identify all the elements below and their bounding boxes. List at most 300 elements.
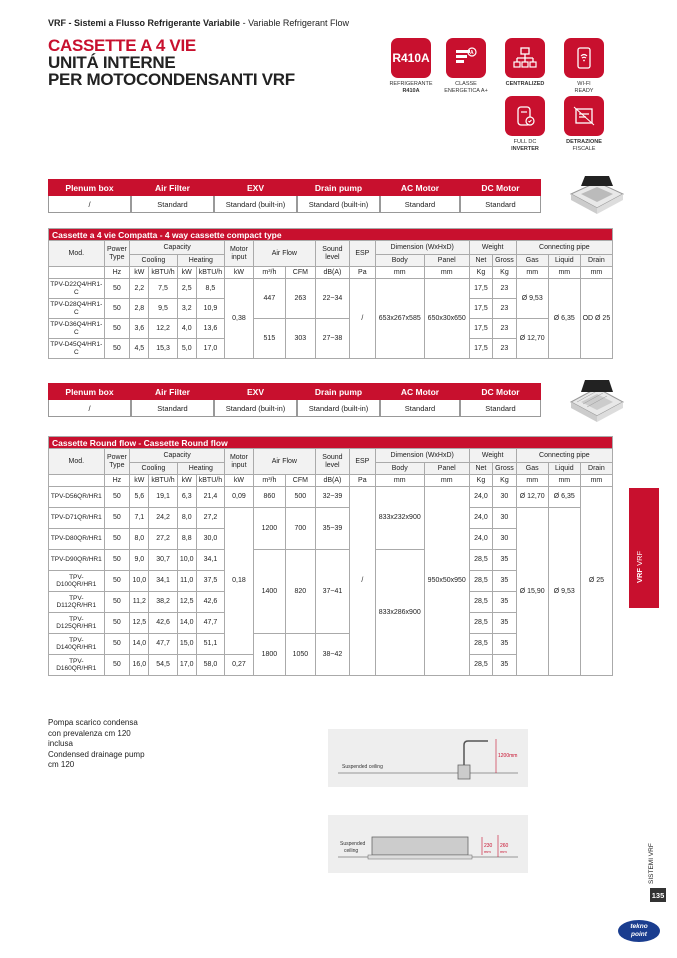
- spec-bar-1-values: [48, 196, 541, 213]
- unit-cell: Kg: [469, 475, 493, 487]
- cell: Ø 9,53: [516, 279, 548, 319]
- cell: 58,0: [196, 655, 224, 676]
- cell: 2,2: [130, 279, 149, 299]
- ceiling-diagram: [328, 815, 528, 873]
- table-title: Cassette a 4 vie Compatta - 4 way cassette compact type: [49, 229, 613, 241]
- cell: 30,7: [149, 550, 177, 571]
- cell: Ø 6,35: [548, 279, 580, 359]
- model-cell: TPV-D28Q4/HR1-C: [49, 299, 105, 319]
- cell: 23: [493, 299, 517, 319]
- spec-value: /: [48, 196, 131, 213]
- unit-cell: kBTU/h: [196, 267, 224, 279]
- col-header: Net: [469, 463, 493, 475]
- compact-cassette-table: [48, 228, 613, 359]
- model-cell: TPV-D56QR/HR1: [49, 487, 105, 508]
- page-subtitle-2: PER MOTOCONDENSANTI VRF: [48, 70, 295, 89]
- cell: 10,0: [130, 571, 149, 592]
- centralized-icon: [505, 38, 545, 78]
- spec-value: Standard (built-in): [297, 400, 380, 417]
- unit-cell: mm: [580, 475, 612, 487]
- cell: 1050: [285, 634, 315, 676]
- diagram-dimension: 260: [500, 843, 509, 849]
- spec-header: Air Filter: [131, 179, 214, 196]
- col-header: Capacity: [130, 449, 225, 463]
- col-header: Cooling: [130, 463, 177, 475]
- pump-note-line: cm 120: [48, 760, 75, 769]
- cell: 19,1: [149, 487, 177, 508]
- cell: 42,6: [149, 613, 177, 634]
- unit-cell: mm: [375, 267, 424, 279]
- cell: 0,18: [225, 508, 254, 655]
- col-header: Power Type: [104, 449, 130, 475]
- spec-bar-1-header: [48, 179, 541, 196]
- col-header: Liquid: [548, 463, 580, 475]
- cell: 35: [493, 571, 517, 592]
- col-header: Gross: [493, 463, 517, 475]
- side-tab-vrf: [629, 488, 659, 608]
- model-cell: TPV-D45Q4/HR1-C: [49, 339, 105, 359]
- unit-cell: kW: [130, 475, 149, 487]
- cell: 50: [104, 487, 130, 508]
- cell: 13,6: [196, 319, 224, 339]
- col-header: Dimension (WxHxD): [375, 241, 469, 255]
- cell: OD Ø 25: [580, 279, 612, 359]
- diagram-dimension-unit: mm: [484, 849, 491, 854]
- cell: 8,0: [177, 508, 196, 529]
- cell: 28,5: [469, 655, 493, 676]
- unit-cell: mm: [516, 475, 548, 487]
- model-cell: TPV-D80QR/HR1: [49, 529, 105, 550]
- table-row: [49, 319, 613, 339]
- col-header: Weight: [469, 241, 516, 255]
- svg-text:A: A: [470, 50, 474, 56]
- cell: 14,0: [130, 634, 149, 655]
- cell: Ø 6,35: [548, 487, 580, 508]
- cell: 35: [493, 655, 517, 676]
- cell: 447: [253, 279, 285, 319]
- col-header: Capacity: [130, 241, 225, 255]
- col-header: Mod.: [49, 449, 105, 475]
- inverter-icon: [505, 96, 545, 136]
- cell: 50: [104, 299, 130, 319]
- spec-value: Standard: [460, 196, 541, 213]
- unit-cell: Pa: [350, 267, 376, 279]
- cell: 8,5: [196, 279, 224, 299]
- cell: 35: [493, 592, 517, 613]
- cassette-compact-image: [567, 172, 625, 222]
- unit-cell: mm: [424, 267, 469, 279]
- unit-cell: Hz: [104, 475, 130, 487]
- model-cell: TPV-D140QR/HR1: [49, 634, 105, 655]
- diagram-dimension: 1200mm: [498, 753, 518, 759]
- cell: 35: [493, 634, 517, 655]
- cell: 8,8: [177, 529, 196, 550]
- cell: 23: [493, 319, 517, 339]
- wifi-icon: [564, 38, 604, 78]
- spec-value: Standard: [131, 400, 214, 417]
- spec-value: Standard (built-in): [214, 196, 297, 213]
- unit-cell: kW: [130, 267, 149, 279]
- cell: 21,4: [196, 487, 224, 508]
- model-cell: TPV-D90QR/HR1: [49, 550, 105, 571]
- spec-value: Standard (built-in): [297, 196, 380, 213]
- cell: 303: [285, 319, 315, 359]
- cell: 5,6: [130, 487, 149, 508]
- cell: 30: [493, 487, 517, 508]
- unit-cell: mm: [375, 475, 424, 487]
- feature-label: ENERGETICA A+: [444, 87, 488, 94]
- cell: 1200: [253, 508, 285, 550]
- spec-header: AC Motor: [380, 179, 460, 196]
- unit-cell: Kg: [469, 267, 493, 279]
- cell: 28,5: [469, 550, 493, 571]
- cell: 8,0: [130, 529, 149, 550]
- diagram-label: Suspended ceiling: [342, 764, 383, 770]
- units-row: [49, 475, 613, 487]
- feature-label-bold: CENTRALIZED: [505, 81, 545, 87]
- unit-cell: dB(A): [315, 267, 349, 279]
- cell: 28,5: [469, 571, 493, 592]
- feature-r410a: [385, 38, 437, 94]
- feature-label: FULL DC: [513, 139, 537, 145]
- cell: 700: [285, 508, 315, 550]
- unit-cell: kBTU/h: [149, 475, 177, 487]
- col-header: Air Flow: [253, 241, 315, 267]
- col-header: Drain: [580, 463, 612, 475]
- model-cell: TPV-D112QR/HR1: [49, 592, 105, 613]
- cell: /: [350, 487, 376, 676]
- cell: 22~34: [315, 279, 349, 319]
- spec-value: Standard (built-in): [214, 400, 297, 417]
- unit-cell: kW: [177, 475, 196, 487]
- cell: 653x267x585: [375, 279, 424, 359]
- cell: 7,5: [149, 279, 177, 299]
- spec-header: EXV: [214, 383, 297, 400]
- pump-note-line: Condensed drainage pump: [48, 749, 145, 759]
- logo-text: tekno: [630, 923, 648, 930]
- drain-height-diagram: [328, 729, 528, 787]
- feature-tax: [558, 96, 610, 152]
- brand-logo: [618, 920, 660, 942]
- cell: 17,5: [469, 299, 493, 319]
- cell: 11,2: [130, 592, 149, 613]
- cell: 2,8: [130, 299, 149, 319]
- table-row: [49, 279, 613, 299]
- cell: Ø 25: [580, 487, 612, 676]
- side-tab-sub: VRF: [635, 550, 644, 566]
- cell: 515: [253, 319, 285, 359]
- cell: 3,2: [177, 299, 196, 319]
- round-flow-table: [48, 436, 613, 676]
- cell: 950x50x950: [424, 487, 469, 676]
- cell: 0,09: [225, 487, 254, 508]
- cell: 47,7: [149, 634, 177, 655]
- cell: 11,0: [177, 571, 196, 592]
- col-header: Gross: [493, 255, 517, 267]
- page-number: 135: [650, 888, 666, 902]
- col-header: Drain: [580, 255, 612, 267]
- cell: 34,1: [196, 550, 224, 571]
- tax-icon: [564, 96, 604, 136]
- cell: 15,3: [149, 339, 177, 359]
- spec-header: Drain pump: [297, 383, 380, 400]
- cell: 27~38: [315, 319, 349, 359]
- model-cell: TPV-D125QR/HR1: [49, 613, 105, 634]
- unit-cell: kBTU/h: [196, 475, 224, 487]
- col-header: Weight: [469, 449, 516, 463]
- spec-value: Standard: [380, 400, 460, 417]
- unit-cell: mm: [548, 267, 580, 279]
- spec-header: DC Motor: [460, 179, 541, 196]
- spec-header: Drain pump: [297, 179, 380, 196]
- col-header: Heating: [177, 463, 224, 475]
- col-header: Power Type: [104, 241, 130, 267]
- feature-energy-class: [440, 38, 492, 94]
- cell: 10,9: [196, 299, 224, 319]
- unit-cell: Hz: [104, 267, 130, 279]
- col-header: Motor input: [225, 449, 254, 475]
- diagram-dimension: 230: [484, 843, 493, 849]
- feature-label: FISCALE: [572, 145, 596, 152]
- cell: 12,5: [177, 592, 196, 613]
- cell: 50: [104, 655, 130, 676]
- cell: 0,27: [225, 655, 254, 676]
- feature-label: WI-FI: [577, 81, 591, 87]
- unit-cell: CFM: [285, 475, 315, 487]
- model-cell: TPV-D160QR/HR1: [49, 655, 105, 676]
- unit-cell: m³/h: [253, 267, 285, 279]
- cell: 34,1: [149, 571, 177, 592]
- cell: 50: [104, 613, 130, 634]
- feature-label: REFRIGERANTE: [389, 81, 433, 87]
- cell: 1800: [253, 634, 285, 676]
- unit-cell: CFM: [285, 267, 315, 279]
- cell: 0,38: [225, 279, 254, 359]
- cell: /: [350, 279, 376, 359]
- feature-label-bold: INVERTER: [511, 145, 539, 152]
- spec-header: Plenum box: [48, 179, 131, 196]
- cell: 14,0: [177, 613, 196, 634]
- cell: 50: [104, 529, 130, 550]
- cell: 28,5: [469, 592, 493, 613]
- cell: Ø 12,70: [516, 487, 548, 508]
- col-header: Body: [375, 255, 424, 267]
- cell: 27,2: [149, 529, 177, 550]
- header-text: - Sistemi a Flusso Refrigerante Variabile: [66, 18, 241, 28]
- unit-cell: kW: [177, 267, 196, 279]
- cell: 30: [493, 529, 517, 550]
- cell: 50: [104, 550, 130, 571]
- page-title: CASSETTE A 4 VIE: [48, 36, 196, 55]
- cell: 1400: [253, 550, 285, 634]
- r410a-icon: R410A: [391, 38, 431, 78]
- energy-class-icon: [446, 38, 486, 78]
- col-header: Motor input: [225, 241, 254, 267]
- cell: 7,1: [130, 508, 149, 529]
- cell: 28,5: [469, 613, 493, 634]
- cell: 833x232x900: [375, 487, 424, 550]
- cell: Ø 9,53: [548, 508, 580, 676]
- col-header: Heating: [177, 255, 224, 267]
- cell: 24,2: [149, 508, 177, 529]
- cell: 10,0: [177, 550, 196, 571]
- header-brand: VRF: [48, 18, 66, 28]
- cell: 650x30x650: [424, 279, 469, 359]
- col-header: ESP: [350, 241, 376, 267]
- cell: 23: [493, 279, 517, 299]
- model-cell: TPV-D22Q4/HR1-C: [49, 279, 105, 299]
- cell: 12,5: [130, 613, 149, 634]
- cell: 54,5: [149, 655, 177, 676]
- cell: 50: [104, 339, 130, 359]
- unit-cell: kBTU/h: [149, 267, 177, 279]
- unit-cell: mm: [516, 267, 548, 279]
- spec-bar-2-values: [48, 400, 541, 417]
- cell: 50: [104, 319, 130, 339]
- unit-cell: Kg: [493, 475, 517, 487]
- cell: 24,0: [469, 529, 493, 550]
- cell: 24,0: [469, 508, 493, 529]
- spec-header: DC Motor: [460, 383, 541, 400]
- cell: 17,0: [196, 339, 224, 359]
- unit-cell: Pa: [350, 475, 376, 487]
- cell: 4,0: [177, 319, 196, 339]
- spec-value: Standard: [380, 196, 460, 213]
- cell: 5,0: [177, 339, 196, 359]
- cell: 42,6: [196, 592, 224, 613]
- logo-text: point: [631, 931, 647, 938]
- table-row: [49, 487, 613, 508]
- pump-note-line: con prevalenza cm 120: [48, 728, 131, 738]
- spec-header: EXV: [214, 179, 297, 196]
- col-header: Body: [375, 463, 424, 475]
- cell: 30,0: [196, 529, 224, 550]
- col-header: Sound level: [315, 449, 349, 475]
- pump-note: [48, 718, 145, 771]
- pump-note-line: inclusa: [48, 739, 73, 748]
- cell: Ø 12,70: [516, 319, 548, 359]
- cell: 35: [493, 613, 517, 634]
- cell: 263: [285, 279, 315, 319]
- cell: 37,5: [196, 571, 224, 592]
- model-cell: TPV-D71QR/HR1: [49, 508, 105, 529]
- cell: 16,0: [130, 655, 149, 676]
- table-title: Cassette Round flow - Cassette Round flow: [49, 437, 613, 449]
- cell: 833x286x900: [375, 550, 424, 676]
- cell: 38~42: [315, 634, 349, 676]
- cell: 51,1: [196, 634, 224, 655]
- spec-bar-2-header: [48, 383, 541, 400]
- cell: 50: [104, 279, 130, 299]
- col-header: Connecting pipe: [516, 241, 612, 255]
- cell: 9,0: [130, 550, 149, 571]
- col-header: Cooling: [130, 255, 177, 267]
- col-header: Panel: [424, 255, 469, 267]
- cell: 47,7: [196, 613, 224, 634]
- col-header: Liquid: [548, 255, 580, 267]
- col-header: Sound level: [315, 241, 349, 267]
- table-row: [49, 508, 613, 529]
- feature-wifi: [558, 38, 610, 94]
- cell: 35~39: [315, 508, 349, 550]
- feature-inverter: [499, 96, 551, 152]
- cell: 27,2: [196, 508, 224, 529]
- cell: 860: [253, 487, 285, 508]
- page-subtitle-1: UNITÁ INTERNE: [48, 53, 176, 72]
- col-header: Air Flow: [253, 449, 315, 475]
- cell: 23: [493, 339, 517, 359]
- cell: 24,0: [469, 487, 493, 508]
- cell: 17,5: [469, 339, 493, 359]
- cell: 50: [104, 508, 130, 529]
- cell: 35: [493, 550, 517, 571]
- spec-value: Standard: [131, 196, 214, 213]
- feature-label-bold: R410A: [402, 87, 420, 94]
- col-header: Panel: [424, 463, 469, 475]
- cell: 2,5: [177, 279, 196, 299]
- cell: 12,2: [149, 319, 177, 339]
- cell: 3,6: [130, 319, 149, 339]
- feature-label-bold: DETRAZIONE: [566, 139, 602, 145]
- pump-note-line: Pompa scarico condensa: [48, 718, 138, 727]
- unit-cell: mm: [424, 475, 469, 487]
- cell: 50: [104, 634, 130, 655]
- cell: 30: [493, 508, 517, 529]
- cell: 17,0: [177, 655, 196, 676]
- cell: 6,3: [177, 487, 196, 508]
- col-header: Connecting pipe: [516, 449, 612, 463]
- col-header: Gas: [516, 463, 548, 475]
- cell: 32~39: [315, 487, 349, 508]
- spec-value: Standard: [460, 400, 541, 417]
- diagram-dimension-unit: mm: [500, 849, 507, 854]
- feature-label: CLASSE: [455, 81, 477, 87]
- header-sub: - Variable Refrigerant Flow: [240, 18, 349, 28]
- cell: 17,5: [469, 319, 493, 339]
- spec-header: Air Filter: [131, 383, 214, 400]
- spec-header: AC Motor: [380, 383, 460, 400]
- cassette-round-flow-image: [567, 376, 625, 426]
- unit-cell: mm: [548, 475, 580, 487]
- cell: 28,5: [469, 634, 493, 655]
- model-cell: TPV-D100QR/HR1: [49, 571, 105, 592]
- cell: 50: [104, 571, 130, 592]
- cell: 17,5: [469, 279, 493, 299]
- cell: 50: [104, 592, 130, 613]
- unit-cell: m³/h: [253, 475, 285, 487]
- cell: 500: [285, 487, 315, 508]
- spec-header: Plenum box: [48, 383, 131, 400]
- feature-label: READY: [574, 87, 594, 94]
- col-header: ESP: [350, 449, 376, 475]
- unit-cell: kW: [225, 475, 254, 487]
- diagram-label: ceiling: [344, 848, 359, 854]
- col-header: Mod.: [49, 241, 105, 267]
- side-tab-label: VRF: [635, 568, 644, 583]
- cell: 15,0: [177, 634, 196, 655]
- cell: 820: [285, 550, 315, 634]
- unit-cell: dB(A): [315, 475, 349, 487]
- spec-value: /: [48, 400, 131, 417]
- unit-cell: mm: [580, 267, 612, 279]
- col-header: Net: [469, 255, 493, 267]
- cell: 37~41: [315, 550, 349, 634]
- col-header: Dimension (WxHxD): [375, 449, 469, 463]
- units-row: [49, 267, 613, 279]
- col-header: Gas: [516, 255, 548, 267]
- header-line: [48, 18, 349, 28]
- cell: Ø 15,90: [516, 508, 548, 676]
